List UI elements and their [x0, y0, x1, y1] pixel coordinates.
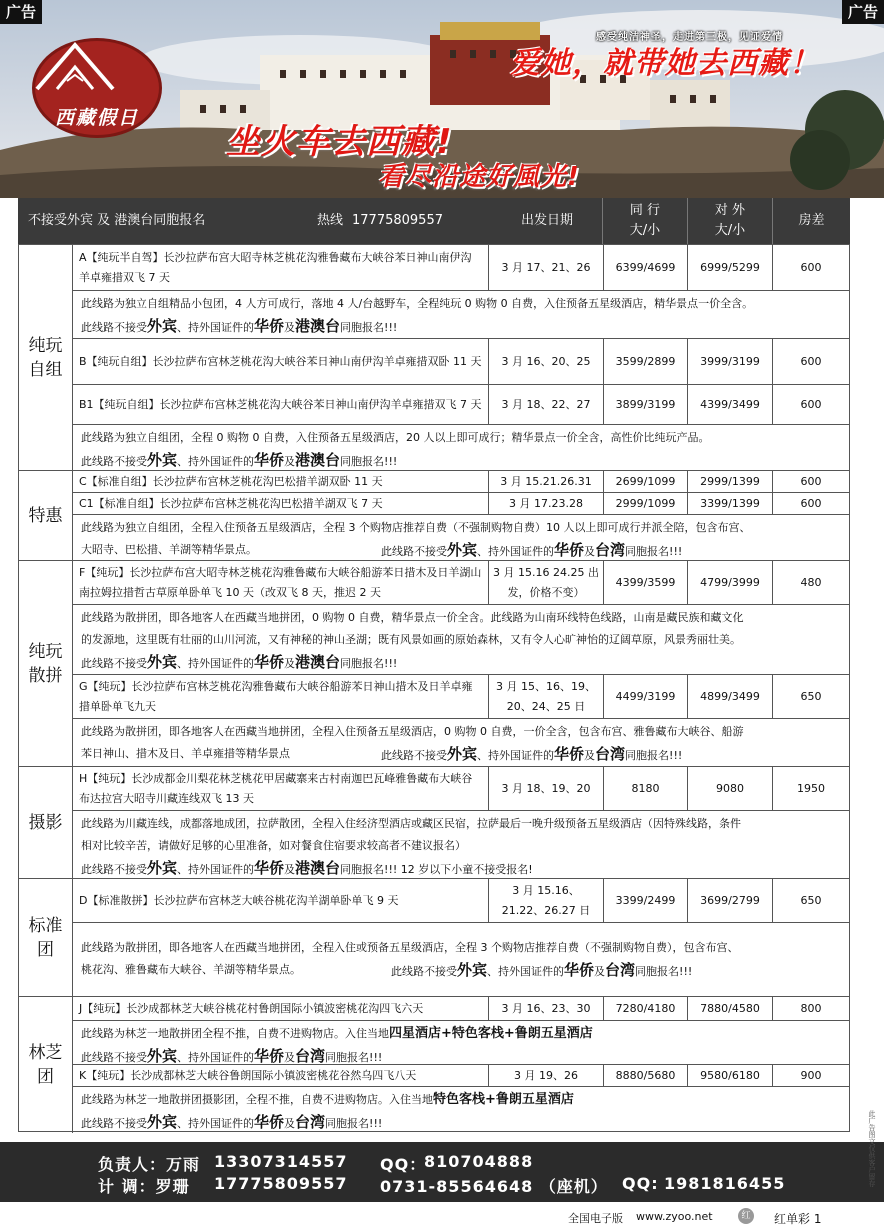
qq2-number: 1981816455: [664, 1174, 786, 1193]
route-b-name: B【纯玩自组】长沙拉萨布宫林芝桃花沟大峡谷苯日神山南伊沟羊卓雍措双卧 11 天: [73, 339, 489, 385]
category-standard-group: 标准团: [19, 879, 73, 997]
logo-text: 西藏假日: [54, 107, 139, 129]
manager-phone: 13307314557: [214, 1152, 348, 1171]
route-b1-name: B1【纯玩自组】长沙拉萨布宫林芝桃花沟大峡谷苯日神山南伊沟羊卓雍措双飞 7 天: [73, 385, 489, 425]
route-b1-public: 4399/3499: [688, 385, 773, 425]
header-peer-price: 同 行 大/小: [629, 203, 661, 238]
route-c-note: 此线路为独立自组团，全程入住预备五星级酒店，全程 3 个购物店推荐自费（不强制购物自费）10 人以上即可成行并派全陪，包含布宫、 大昭寺、巴松措、羊湖等精华景点。 此线路不接受外宾、持外国证件的华侨及台湾同胞报名!!!: [73, 515, 849, 561]
red-badge-icon: 红: [738, 1208, 754, 1224]
route-k-name: K【纯玩】长沙成都林芝大峡谷鲁朗国际小镇波密桃花谷然乌四飞八天: [73, 1065, 489, 1087]
route-h-peer: 8180: [604, 767, 688, 811]
planner-phone: 17775809557: [214, 1174, 348, 1193]
table-header: [18, 198, 850, 244]
route-a-peer: 6399/4699: [604, 245, 688, 291]
site-label: 全国电子版: [568, 1212, 623, 1225]
route-b-note: 此线路为独立自组团，全程 0 购物 0 自费，入住预备五星级酒店，20 人以上即可成行；精华景点一价全含，高性价比纯玩产品。 此线路不接受外宾、持外国证件的华侨及港澳台同胞报名!!!: [73, 425, 849, 471]
header-date: 出发日期: [520, 213, 573, 228]
banner-headline-scenery: 看尽沿途好風光!: [378, 162, 580, 192]
header-hotline: 17775809557: [352, 213, 443, 228]
route-c-peer: 2699/1099: [604, 471, 688, 493]
banner-headline-train: 坐火车去西藏!: [226, 122, 453, 162]
route-c-name: C【标准自组】长沙拉萨布宫林芝桃花沟巴松措羊湖双卧 11 天: [73, 471, 489, 493]
route-b1-peer: 3899/3199: [604, 385, 688, 425]
qq1-number: 810704888: [424, 1152, 534, 1171]
route-c-date: 3 月 15.21.26.31: [489, 471, 604, 493]
route-d-peer: 3399/2499: [604, 879, 688, 923]
route-b-date: 3 月 16、20、25: [489, 339, 604, 385]
route-g-name: G【纯玩】长沙拉萨布宫林芝桃花沟雅鲁藏布大峡谷船游苯日神山措木及日羊卓雍措单卧单飞九天: [73, 675, 489, 719]
page-label: 红单彩 1: [774, 1212, 822, 1226]
header-hotline-label: 热线: [316, 213, 343, 228]
route-f-public: 4799/3999: [688, 561, 773, 605]
banner-slogan-big: 爱她，就带她去西藏！: [510, 46, 820, 81]
route-f-date: 3 月 15.16 24.25 出发，价格不变）: [489, 561, 604, 605]
route-a-note: 此线路为独立自组精品小包团，4 人方可成行，落地 4 人/台越野车，全程纯玩 0 购物 0 自费，入住预备五星级酒店，精华景点一价全含。 此线路不接受外宾、持外国证件的华侨及港澳台同胞报名!!!: [73, 291, 849, 339]
route-a-public: 6999/5299: [688, 245, 773, 291]
route-j-date: 3 月 16、23、30: [489, 997, 604, 1021]
route-k-diff: 900: [773, 1065, 849, 1087]
route-j-peer: 7280/4180: [604, 997, 688, 1021]
ad-tag-left: 广告: [0, 0, 42, 24]
route-f-diff: 480: [773, 561, 849, 605]
banner-slogan-small: 感受纯洁神圣，走进第三极，见证爱情: [596, 32, 783, 43]
route-c1-name: C1【标准自组】长沙拉萨布宫林芝桃花沟巴松措羊湖双飞 7 天: [73, 493, 489, 515]
route-k-date: 3 月 19、26: [489, 1065, 604, 1087]
route-c-diff: 600: [773, 471, 849, 493]
category-pure-self-group: 纯玩自组: [19, 245, 73, 471]
route-g-diff: 650: [773, 675, 849, 719]
route-b-peer: 3599/2899: [604, 339, 688, 385]
header-notice: 不接受外宾 及 港澳台同胞报名: [28, 213, 206, 228]
route-b1-date: 3 月 18、22、27: [489, 385, 604, 425]
landline-phone: 0731-85564648 （座机）: [380, 1177, 608, 1196]
route-k-public: 9580/6180: [688, 1065, 773, 1087]
route-c1-diff: 600: [773, 493, 849, 515]
route-d-diff: 650: [773, 879, 849, 923]
route-j-public: 7880/4580: [688, 997, 773, 1021]
route-d-note: 此线路为散拼团，即各地客人在西藏当地拼团，全程入住或预备五星级酒店，全程 3 个购物店推荐自费（不强制购物自费），包含布宫、 桃花沟、雅鲁藏布大峡谷、羊湖等精华景点。 此线路不接受外宾、持外国证件的华侨及台湾同胞报名!!!: [73, 923, 849, 997]
route-j-name: J【纯玩】长沙成都林芝大峡谷桃花村鲁朗国际小镇波密桃花沟四飞六天: [73, 997, 489, 1021]
category-special-offer: 特惠: [19, 471, 73, 561]
ad-tag-right: 广告: [842, 0, 884, 24]
planner-label: 计 调：罗珊: [98, 1177, 190, 1196]
category-photography: 摄影: [19, 767, 73, 879]
route-f-name: F【纯玩】长沙拉萨布宫大昭寺林芝桃花沟雅鲁藏布大峡谷船游苯日措木及日羊湖山南拉姆拉措哲古草原单卧单飞 10 天（改双飞 8 天，推迟 2 天: [73, 561, 489, 605]
route-c1-date: 3 月 17.23.28: [489, 493, 604, 515]
category-linzhi-group: 林芝团: [19, 997, 73, 1133]
route-a-diff: 600: [773, 245, 849, 291]
banner: [0, 0, 884, 198]
route-b-public: 3999/3199: [688, 339, 773, 385]
route-h-date: 3 月 18、19、20: [489, 767, 604, 811]
header-room-diff: 房差: [798, 213, 825, 228]
xizang-holiday-logo: [32, 38, 162, 138]
category-pure-joint: 纯玩散拼: [19, 561, 73, 767]
manager-label: 负责人：万雨: [98, 1155, 201, 1174]
route-g-peer: 4499/3199: [604, 675, 688, 719]
route-g-date: 3 月 15、16、19、20、24、25 日: [489, 675, 604, 719]
qq1-label: QQ：: [380, 1155, 427, 1174]
vertical-disclaimer: 此广告图文仅供客户留存: [868, 1110, 876, 1187]
route-h-public: 9080: [688, 767, 773, 811]
route-c1-public: 3399/1399: [688, 493, 773, 515]
route-f-note: 此线路为散拼团，即各地客人在西藏当地拼团，0 购物 0 自费，精华景点一价全含。此线路为山南环线特色线路，山南是藏民族和藏文化 的发源地，这里既有壮丽的山川河流，又有神秘的神山圣湖；既有风景如画的原始森林，又有令人心旷神怡的辽阔草原，风景秀丽壮美。 此线路不接受外宾、持外国证件的华侨及港澳台同胞报名!!!: [73, 605, 849, 675]
route-a-date: 3 月 17、21、26: [489, 245, 604, 291]
route-d-public: 3699/2799: [688, 879, 773, 923]
route-j-note: 此线路为林芝一地散拼团全程不推，自费不进购物店。入住当地四星酒店+特色客栈+鲁朗五星酒店 此线路不接受外宾、持外国证件的华侨及台湾同胞报名!!!: [73, 1021, 849, 1065]
route-b1-diff: 600: [773, 385, 849, 425]
route-a-name: A【纯玩半自驾】长沙拉萨布宫大昭寺林芝桃花沟雅鲁藏布大峡谷苯日神山南伊沟羊卓雍措双飞 7 天: [73, 245, 489, 291]
route-j-diff: 800: [773, 997, 849, 1021]
route-b-diff: 600: [773, 339, 849, 385]
route-table: [18, 244, 850, 1132]
route-f-peer: 4399/3599: [604, 561, 688, 605]
site-url[interactable]: www.zyoo.net: [636, 1210, 713, 1223]
route-k-peer: 8880/5680: [604, 1065, 688, 1087]
route-g-public: 4899/3499: [688, 675, 773, 719]
mountain-icon: [35, 41, 115, 91]
route-c-public: 2999/1399: [688, 471, 773, 493]
qq2-label: QQ:: [622, 1174, 659, 1193]
route-g-note: 此线路为散拼团，即各地客人在西藏当地拼团，全程入住预备五星级酒店，0 购物 0 自费，一价全含，包含布宫、雅鲁藏布大峡谷、船游 苯日神山、措木及日、羊卓雍措等精华景点 此线路不接受外宾、持外国证件的华侨及台湾同胞报名!!!: [73, 719, 849, 767]
contact-footer: [0, 1142, 884, 1202]
route-d-date: 3 月 15.16、21.22、26.27 日: [489, 879, 604, 923]
route-k-note: 此线路为林芝一地散拼团摄影团，全程不推，自费不进购物店。入住当地特色客栈+鲁朗五星酒店 此线路不接受外宾、持外国证件的华侨及台湾同胞报名!!!: [81, 1092, 574, 1131]
route-d-name: D【标准散拼】长沙拉萨布宫林芝大峡谷桃花沟羊湖单卧单飞 9 天: [73, 879, 489, 923]
route-h-name: H【纯玩】长沙成都金川梨花林芝桃花甲居藏寨来古村南迦巴瓦峰雅鲁藏布大峡谷布达拉宫大昭寺川藏连线双飞 13 天: [73, 767, 489, 811]
route-h-diff: 1950: [773, 767, 849, 811]
route-h-note: 此线路为川藏连线，成都落地成团，拉萨散团，全程入住经济型酒店或藏区民宿，拉萨最后一晚升级预备五星级酒店（因特殊线路，条件 相对比较辛苦，请做好足够的心里准备，如对餐食住宿要求较高者不建议报名） 此线路不接受外宾、持外国证件的华侨及港澳台同胞报名!!! 12 岁以下小童不接受报名!: [73, 811, 849, 879]
route-c1-peer: 2999/1099: [604, 493, 688, 515]
header-public-price: 对 外 大/小: [714, 203, 746, 238]
